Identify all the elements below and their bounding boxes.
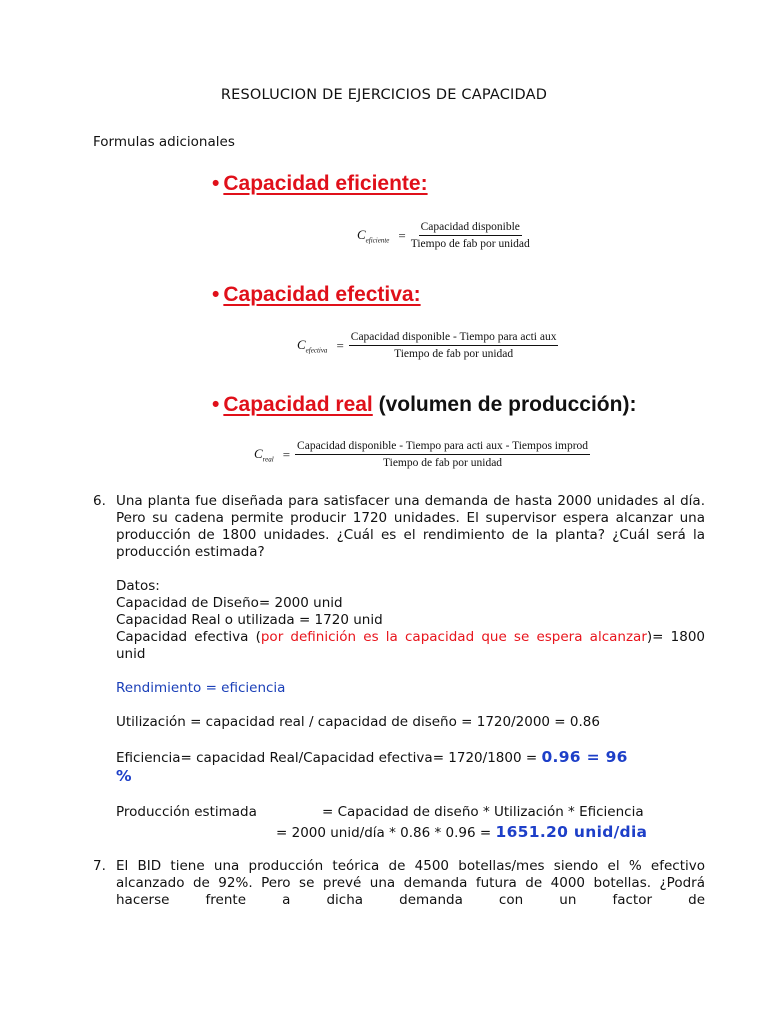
formula-numerator: Capacidad disponible [419,221,522,236]
section-subtitle: Formulas adicionales [93,134,235,150]
exercise-statement: Una planta fue diseñada para satisfacer una demanda de hasta 2000 unidades al día. Pero su cadena permite producir 1720 unidades. El supervisor espera alcanzar una producción de 1800 unidades. ¿Cuál es el rendimiento de la planta? ¿Cuál será la producción estimada? [116,493,705,560]
formula-symbol: $C_{eficiente}$ [357,226,390,245]
capacidad-efectiva [116,629,705,663]
utilizacion-line: Utilización = capacidad real / capacidad de diseño = 1720/2000 = 0.86 [116,714,600,730]
heading-capacidad-efectiva [212,283,421,307]
heading-capacidad-real [212,393,636,417]
bullet-icon: • [212,393,220,416]
exercise-statement: El BID tiene una producción teórica de 4500 botellas/mes siendo el % efectivo alcanzado de 92%. Pero se prevé una demanda futura de 4000 botellas. ¿Podrá hacerse frente a dicha demanda con un factor de [116,858,705,908]
eficiencia-result: 0.96 = 96 [541,748,628,766]
bullet-icon: • [212,172,220,195]
eficiencia-line [116,748,628,766]
exercise-number: 6. [93,493,106,509]
formula-numerator: Capacidad disponible - Tiempo para acti aux - Tiempos improd [295,440,590,455]
heading-capacidad-eficiente [212,172,428,196]
formula-eficiente: $C_{eficiente}$ = $\frac{\text{Capacidad disponible}}{\text{Tiempo de fab por unidad}}$ [357,221,530,250]
exercise-7 [93,858,705,909]
efectiva-note: por definición es la capacidad que se espera alcanzar [260,629,647,645]
formula-real: $C_{real}$ = Capacidad disponible - Tiempo para acti aux - Tiempos improd Tiempo de fab por unidad [254,440,589,469]
capacidad-real: Capacidad Real o utilizada = 1720 unid [116,612,383,628]
formula-denominator: Tiempo de fab por unidad [410,238,530,250]
heading-text-red: Capacidad real [223,393,373,416]
formula-symbol: $C_{efectiva}$ [297,336,328,355]
eficiencia-text: Eficiencia= capacidad Real/Capacidad efectiva= 1720/1800 = [116,750,542,766]
formula-symbol: $C_{real}$ [254,445,274,464]
produccion-calc: = 2000 unid/día * 0.86 * 0.96 = [276,825,496,841]
datos-label: Datos: [116,578,160,594]
produccion-formula: = Capacidad de diseño * Utilización * Eficiencia [322,804,644,820]
produccion-label: Producción estimada [116,804,257,820]
document-title: RESOLUCION DE EJERCICIOS DE CAPACIDAD [220,87,548,103]
exercise-6 [93,493,705,561]
efectiva-suffix: )= 1800 unid [116,629,705,662]
heading-text: Capacidad efectiva: [223,283,421,306]
formula-numerator: Capacidad disponible - Tiempo para acti aux [349,331,559,346]
produccion-calc-line [276,823,647,841]
heading-text: Capacidad eficiente: [223,172,428,195]
eficiencia-result-percent: % [116,767,132,785]
capacidad-diseno: Capacidad de Diseño= 2000 unid [116,595,343,611]
formula-efectiva: $C_{efectiva}$ = $\frac{\text{Capacidad disponible - Tiempo para acti aux}}{\text{Tiempo de fab por unidad}}$ [297,331,557,360]
bullet-icon: • [212,283,220,306]
rendimiento-line: Rendimiento = eficiencia [116,680,286,696]
efectiva-prefix: Capacidad efectiva ( [116,629,261,645]
formula-denominator: Tiempo de fab por unidad [383,457,503,469]
heading-text-black: (volumen de producción): [372,393,637,416]
exercise-number: 7. [93,858,106,874]
formula-denominator: Tiempo de fab por unidad [394,348,514,360]
produccion-result: 1651.20 unid/dia [495,823,648,841]
